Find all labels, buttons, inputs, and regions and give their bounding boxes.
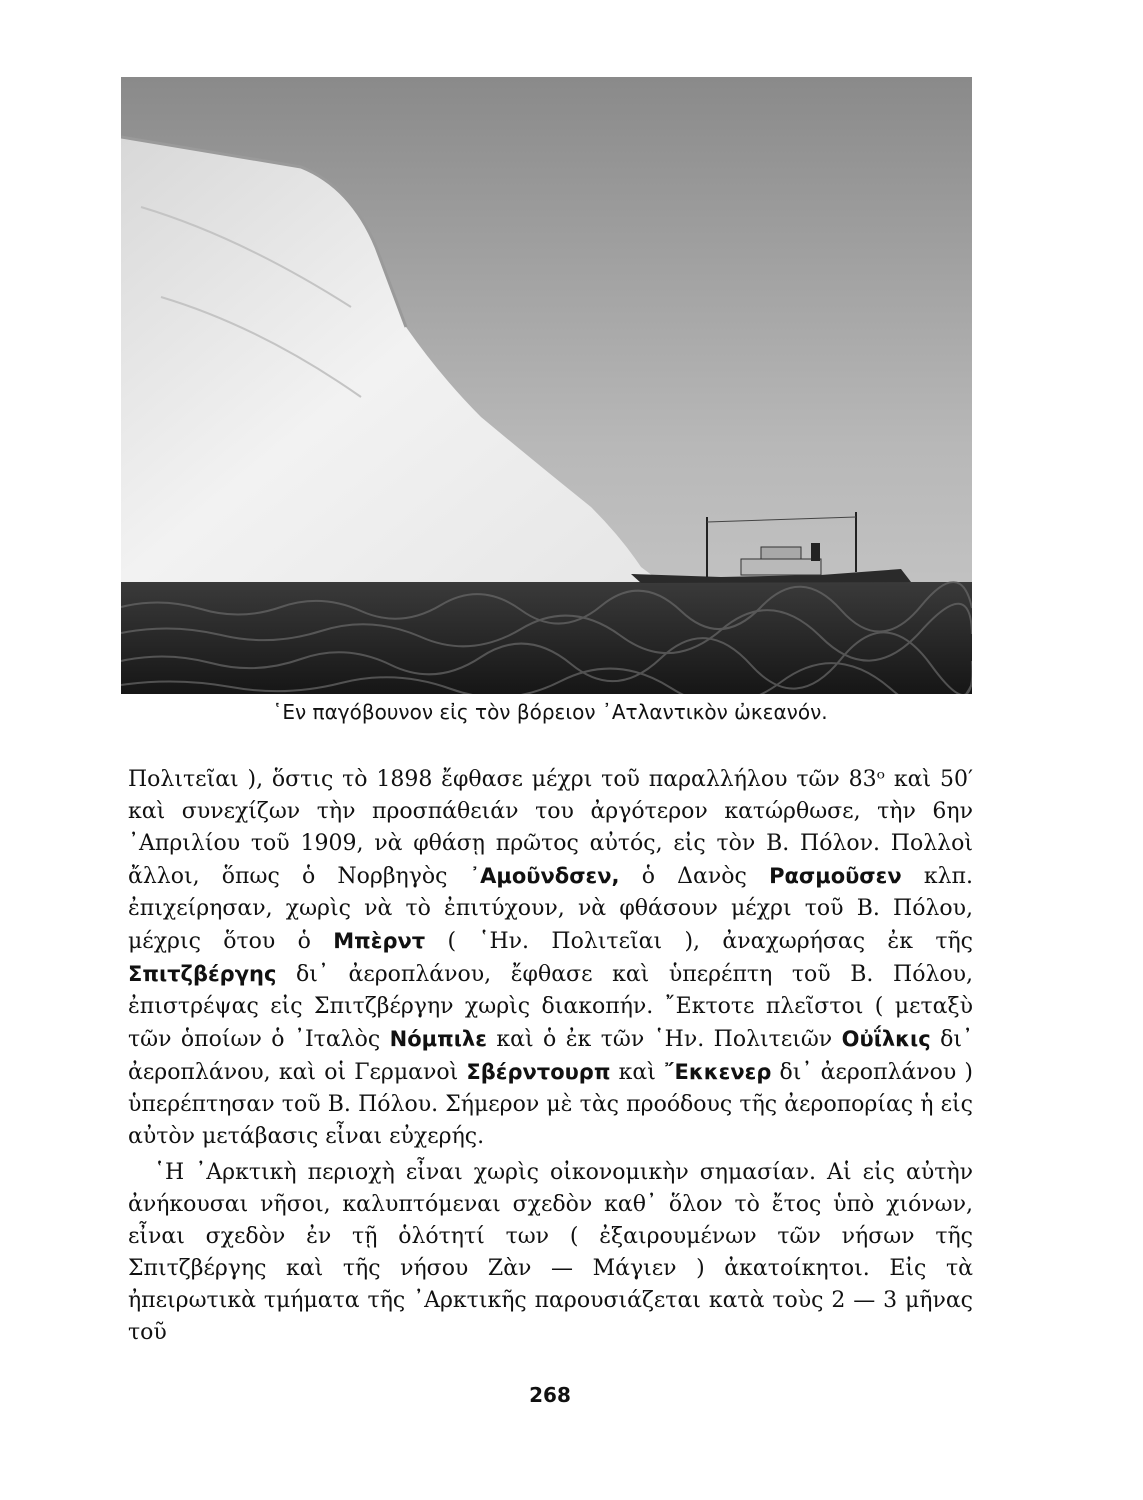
figure-caption: ῾Εν παγόβουνον εἰς τὸν βόρειον ᾿Ατλαντικὸν ὠκεανόν. xyxy=(272,700,828,724)
iceberg-photo xyxy=(121,77,972,694)
page-number: 268 xyxy=(529,1383,571,1407)
sea xyxy=(121,582,972,694)
body-text xyxy=(128,764,973,1349)
paragraph-2: ῾Η ᾿Αρκτικὴ περιοχὴ εἶναι χωρὶς οἰκονομικὴν σημασίαν. Αἱ εἰς αὐτὴν ἀνήκουσαι νῆσοι, καλυπτόμεναι σχεδὸν καθ᾿ ὅλον τὸ ἔτος ὑπὸ χιόνων, εἶναι σχεδὸν ἐν τῇ ὁλότητί των ( ἐξαιρουμένων τῶν νήσων τῆς Σπιτζβέργης καὶ τῆς νήσου Ζὰν — Μάγιεν ) ἀκατοίκητοι. Εἰς τὰ ἠπειρωτικὰ τμήματα τῆς ᾿Αρκτικῆς παρουσιάζεται κατὰ τοὺς 2 — 3 μῆνας τοῦ xyxy=(128,1160,973,1345)
photo-illustration xyxy=(121,77,972,694)
paragraph-1: Πολιτεῖαι ), ὅστις τὸ 1898 ἔφθασε μέχρι τοῦ παραλλήλου τῶν 83ᵒ καὶ 50′ καὶ συνεχίζων τὴν προσπάθειάν του ἀργότερον κατώρθωσε, τὴν 6ην ᾿Απριλίου τοῦ 1909, νὰ φθάσῃ πρῶτος αὐτός, εἰς τὸν Β. Πόλον. Πολλοὶ ἄλλοι, ὅπως ὁ Νορβηγὸς ᾿Αμοῦνδσεν, ὁ Δανὸς Ρασμοῦσεν κλπ. ἐπιχείρησαν, χωρὶς νὰ τὸ ἐπιτύχουν, νὰ φθάσουν μέχρι τοῦ Β. Πόλου, μέχρις ὅτου ὁ Μπὲρντ ( ῾Ην. Πολιτεῖαι ), ἀναχωρήσας ἐκ τῆς Σπιτζβέργης δι᾿ ἀεροπλάνου, ἔφθασε καὶ ὑπερέπτη τοῦ Β. Πόλου, ἐπιστρέψας εἰς Σπιτζβέργην χωρὶς διακοπήν. ῎Εκτοτε πλεῖστοι ( μεταξὺ τῶν ὁποίων ὁ ᾿Ιταλὸς Νόμπιλε καὶ ὁ ἐκ τῶν ῾Ην. Πολιτειῶν Οὐΐλκις δι᾿ ἀεροπλάνου, καὶ οἱ Γερμανοὶ Σβέρντουρπ καὶ ῎Εκκενερ δι᾿ ἀεροπλάνου ) ὑπερέπτησαν τοῦ Β. Πόλου. Σήμερον μὲ τὰς προόδους τῆς ἀεροπορίας ἡ εἰς αὐτὸν μετάβασις εἶναι εὐχερής. xyxy=(128,767,974,1149)
